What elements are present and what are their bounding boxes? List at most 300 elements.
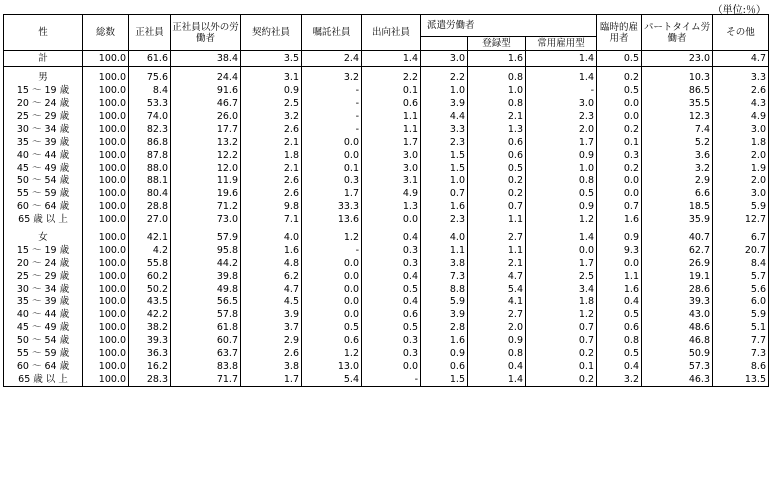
cell-haken: 1.0 [421, 85, 468, 98]
cell-joyo: 0.9 [526, 149, 597, 162]
cell-shukko: 0.3 [362, 348, 421, 361]
cell-rinji: 0.8 [597, 335, 642, 348]
table-row [4, 257, 769, 270]
cell-contract: 3.5 [241, 51, 302, 67]
cell-part: 43.0 [642, 309, 713, 322]
table-row [4, 348, 769, 361]
cell-rinji: 1.6 [597, 214, 642, 227]
cell-other: 1.9 [713, 162, 769, 175]
cell-part: 46.8 [642, 335, 713, 348]
cell-contract: 3.1 [241, 66, 302, 84]
cell-other: 8.6 [713, 360, 769, 373]
cell-contract: 0.9 [241, 85, 302, 98]
cell-shokutaku: - [302, 123, 362, 136]
cell-shukko: 0.5 [362, 283, 421, 296]
cell-shokutaku: 33.3 [302, 201, 362, 214]
table-row [4, 162, 769, 175]
cell-joyo: 1.4 [526, 66, 597, 84]
cell-toroku: 1.3 [468, 123, 526, 136]
cell-joyo: 0.5 [526, 188, 597, 201]
table-row [4, 227, 769, 245]
cell-regular: 42.1 [129, 227, 171, 245]
cell-shukko: 3.0 [362, 162, 421, 175]
cell-toroku: 0.5 [468, 162, 526, 175]
cell-shukko: 0.1 [362, 85, 421, 98]
cell-other: 20.7 [713, 244, 769, 257]
row-label: 20 ～ 24 歳 [4, 257, 83, 270]
cell-rinji: 0.0 [597, 111, 642, 124]
cell-part: 62.7 [642, 244, 713, 257]
cell-haken: 1.6 [421, 201, 468, 214]
cell-joyo: 3.4 [526, 283, 597, 296]
cell-shokutaku: 5.4 [302, 373, 362, 386]
cell-toroku: 0.4 [468, 360, 526, 373]
cell-joyo: 3.0 [526, 98, 597, 111]
cell-toroku: 2.1 [468, 257, 526, 270]
cell-total: 100.0 [83, 66, 129, 84]
row-label: 30 ～ 34 歳 [4, 283, 83, 296]
table-row [4, 85, 769, 98]
cell-shokutaku: 0.0 [302, 270, 362, 283]
cell-shukko: 2.2 [362, 66, 421, 84]
cell-regular: 36.3 [129, 348, 171, 361]
table-row [4, 149, 769, 162]
cell-shukko: 1.3 [362, 201, 421, 214]
cell-shukko: 1.1 [362, 123, 421, 136]
cell-part: 40.7 [642, 227, 713, 245]
row-label: 女 [4, 227, 83, 245]
row-label: 30 ～ 34 歳 [4, 123, 83, 136]
cell-regular: 50.2 [129, 283, 171, 296]
cell-rinji: 0.6 [597, 322, 642, 335]
cell-rinji: 1.6 [597, 283, 642, 296]
cell-regular: 74.0 [129, 111, 171, 124]
cell-joyo: 0.0 [526, 244, 597, 257]
cell-haken: 1.5 [421, 162, 468, 175]
cell-other: 6.0 [713, 296, 769, 309]
cell-shukko: 0.3 [362, 257, 421, 270]
table-row [4, 214, 769, 227]
table-row [4, 360, 769, 373]
cell-other: 3.0 [713, 188, 769, 201]
cell-other: 7.3 [713, 348, 769, 361]
header-haken-blank [421, 37, 468, 51]
cell-contract: 4.5 [241, 296, 302, 309]
cell-total: 100.0 [83, 111, 129, 124]
cell-part: 10.3 [642, 66, 713, 84]
row-label: 65 歳 以 上 [4, 214, 83, 227]
cell-toroku: 2.7 [468, 227, 526, 245]
cell-haken: 1.0 [421, 175, 468, 188]
cell-nonregular: 12.2 [171, 149, 241, 162]
cell-shokutaku: 3.2 [302, 66, 362, 84]
cell-total: 100.0 [83, 309, 129, 322]
table-row [4, 296, 769, 309]
cell-nonregular: 83.8 [171, 360, 241, 373]
cell-contract: 4.7 [241, 283, 302, 296]
cell-haken: 1.1 [421, 244, 468, 257]
cell-shokutaku: 0.6 [302, 335, 362, 348]
cell-toroku: 0.6 [468, 149, 526, 162]
cell-regular: 16.2 [129, 360, 171, 373]
cell-other: 3.0 [713, 123, 769, 136]
cell-toroku: 1.1 [468, 214, 526, 227]
cell-haken: 2.2 [421, 66, 468, 84]
row-label: 45 ～ 49 歳 [4, 322, 83, 335]
cell-regular: 42.2 [129, 309, 171, 322]
cell-joyo: - [526, 85, 597, 98]
cell-shokutaku: - [302, 98, 362, 111]
cell-nonregular: 46.7 [171, 98, 241, 111]
cell-joyo: 2.0 [526, 123, 597, 136]
table-row [4, 136, 769, 149]
cell-total: 100.0 [83, 270, 129, 283]
cell-regular: 86.8 [129, 136, 171, 149]
row-label: 55 ～ 59 歳 [4, 188, 83, 201]
cell-shokutaku: 0.0 [302, 296, 362, 309]
cell-nonregular: 11.9 [171, 175, 241, 188]
cell-shokutaku: 0.1 [302, 162, 362, 175]
cell-rinji: 9.3 [597, 244, 642, 257]
cell-total: 100.0 [83, 85, 129, 98]
cell-haken: 4.0 [421, 227, 468, 245]
cell-part: 86.5 [642, 85, 713, 98]
cell-total: 100.0 [83, 175, 129, 188]
cell-regular: 88.1 [129, 175, 171, 188]
cell-shukko: 0.4 [362, 296, 421, 309]
cell-joyo: 1.8 [526, 296, 597, 309]
cell-joyo: 1.0 [526, 162, 597, 175]
cell-rinji: 0.0 [597, 188, 642, 201]
cell-toroku: 0.6 [468, 136, 526, 149]
cell-rinji: 0.1 [597, 136, 642, 149]
cell-haken: 1.5 [421, 149, 468, 162]
cell-haken: 3.8 [421, 257, 468, 270]
cell-joyo: 1.2 [526, 309, 597, 322]
table-row [4, 309, 769, 322]
cell-other: 5.9 [713, 309, 769, 322]
table-row [4, 98, 769, 111]
row-label: 50 ～ 54 歳 [4, 335, 83, 348]
cell-part: 19.1 [642, 270, 713, 283]
table-row [4, 373, 769, 386]
table-row [4, 66, 769, 84]
cell-contract: 2.6 [241, 188, 302, 201]
cell-regular: 53.3 [129, 98, 171, 111]
cell-regular: 55.8 [129, 257, 171, 270]
cell-shokutaku: 0.0 [302, 309, 362, 322]
row-label: 35 ～ 39 歳 [4, 136, 83, 149]
cell-haken: 3.0 [421, 51, 468, 67]
cell-joyo: 0.9 [526, 201, 597, 214]
row-label: 35 ～ 39 歳 [4, 296, 83, 309]
cell-part: 18.5 [642, 201, 713, 214]
cell-part: 7.4 [642, 123, 713, 136]
cell-joyo: 1.2 [526, 214, 597, 227]
cell-part: 57.3 [642, 360, 713, 373]
cell-rinji: 0.2 [597, 162, 642, 175]
cell-total: 100.0 [83, 214, 129, 227]
cell-toroku: 2.1 [468, 111, 526, 124]
cell-nonregular: 13.2 [171, 136, 241, 149]
cell-rinji: 0.0 [597, 257, 642, 270]
cell-nonregular: 56.5 [171, 296, 241, 309]
cell-rinji: 0.0 [597, 98, 642, 111]
header-sex: 性 [4, 15, 83, 51]
cell-shokutaku: 13.6 [302, 214, 362, 227]
cell-regular: 4.2 [129, 244, 171, 257]
cell-shokutaku: 0.0 [302, 149, 362, 162]
cell-contract: 4.8 [241, 257, 302, 270]
cell-contract: 3.7 [241, 322, 302, 335]
cell-rinji: 0.5 [597, 51, 642, 67]
cell-total: 100.0 [83, 348, 129, 361]
cell-contract: 6.2 [241, 270, 302, 283]
cell-contract: 1.6 [241, 244, 302, 257]
cell-nonregular: 60.7 [171, 335, 241, 348]
cell-haken: 2.3 [421, 214, 468, 227]
cell-shukko: 1.4 [362, 51, 421, 67]
table-row [4, 188, 769, 201]
cell-contract: 2.1 [241, 162, 302, 175]
cell-toroku: 0.8 [468, 98, 526, 111]
cell-haken: 8.8 [421, 283, 468, 296]
cell-contract: 9.8 [241, 201, 302, 214]
cell-joyo: 1.4 [526, 227, 597, 245]
cell-toroku: 2.0 [468, 322, 526, 335]
cell-shukko: 0.0 [362, 214, 421, 227]
row-label: 45 ～ 49 歳 [4, 162, 83, 175]
cell-rinji: 0.2 [597, 123, 642, 136]
cell-contract: 2.9 [241, 335, 302, 348]
row-label: 40 ～ 44 歳 [4, 309, 83, 322]
cell-nonregular: 44.2 [171, 257, 241, 270]
cell-total: 100.0 [83, 360, 129, 373]
cell-total: 100.0 [83, 227, 129, 245]
row-label: 25 ～ 29 歳 [4, 111, 83, 124]
cell-part: 35.5 [642, 98, 713, 111]
row-label: 計 [4, 51, 83, 67]
cell-rinji: 0.5 [597, 309, 642, 322]
cell-part: 3.6 [642, 149, 713, 162]
cell-contract: 3.8 [241, 360, 302, 373]
cell-total: 100.0 [83, 257, 129, 270]
cell-shukko: 0.6 [362, 98, 421, 111]
cell-shokutaku: 0.3 [302, 175, 362, 188]
cell-joyo: 1.7 [526, 136, 597, 149]
cell-shokutaku: 1.7 [302, 188, 362, 201]
cell-toroku: 1.6 [468, 51, 526, 67]
cell-haken: 0.6 [421, 360, 468, 373]
cell-total: 100.0 [83, 98, 129, 111]
row-label: 15 ～ 19 歳 [4, 244, 83, 257]
cell-toroku: 1.0 [468, 85, 526, 98]
cell-toroku: 0.8 [468, 348, 526, 361]
cell-regular: 88.0 [129, 162, 171, 175]
cell-rinji: 0.3 [597, 149, 642, 162]
cell-haken: 2.3 [421, 136, 468, 149]
cell-contract: 2.1 [241, 136, 302, 149]
cell-regular: 61.6 [129, 51, 171, 67]
cell-shukko: 0.3 [362, 244, 421, 257]
cell-rinji: 1.1 [597, 270, 642, 283]
cell-haken: 3.9 [421, 309, 468, 322]
cell-other: 1.8 [713, 136, 769, 149]
cell-nonregular: 24.4 [171, 66, 241, 84]
cell-contract: 2.6 [241, 348, 302, 361]
cell-regular: 27.0 [129, 214, 171, 227]
cell-haken: 0.9 [421, 348, 468, 361]
table-row [4, 175, 769, 188]
cell-joyo: 0.7 [526, 322, 597, 335]
cell-other: 2.0 [713, 175, 769, 188]
row-label: 40 ～ 44 歳 [4, 149, 83, 162]
cell-toroku: 0.8 [468, 66, 526, 84]
cell-joyo: 0.7 [526, 335, 597, 348]
cell-regular: 8.4 [129, 85, 171, 98]
cell-nonregular: 57.8 [171, 309, 241, 322]
cell-shukko: 1.1 [362, 111, 421, 124]
cell-regular: 43.5 [129, 296, 171, 309]
cell-part: 39.3 [642, 296, 713, 309]
row-label: 男 [4, 66, 83, 84]
cell-shokutaku: 2.4 [302, 51, 362, 67]
table-row [4, 244, 769, 257]
cell-toroku: 4.7 [468, 270, 526, 283]
cell-haken: 7.3 [421, 270, 468, 283]
cell-shokutaku: 1.2 [302, 227, 362, 245]
cell-other: 4.9 [713, 111, 769, 124]
cell-regular: 28.3 [129, 373, 171, 386]
table-row [4, 283, 769, 296]
cell-shukko: 0.0 [362, 360, 421, 373]
cell-rinji: 0.5 [597, 348, 642, 361]
cell-part: 50.9 [642, 348, 713, 361]
cell-haken: 1.5 [421, 373, 468, 386]
cell-haken: 0.7 [421, 188, 468, 201]
cell-nonregular: 12.0 [171, 162, 241, 175]
cell-shukko: 0.4 [362, 227, 421, 245]
cell-haken: 1.6 [421, 335, 468, 348]
cell-joyo: 1.4 [526, 51, 597, 67]
cell-contract: 2.6 [241, 175, 302, 188]
cell-nonregular: 49.8 [171, 283, 241, 296]
row-label: 55 ～ 59 歳 [4, 348, 83, 361]
cell-total: 100.0 [83, 296, 129, 309]
cell-regular: 80.4 [129, 188, 171, 201]
cell-part: 6.6 [642, 188, 713, 201]
cell-nonregular: 26.0 [171, 111, 241, 124]
row-label: 20 ～ 24 歳 [4, 98, 83, 111]
cell-part: 26.9 [642, 257, 713, 270]
table-row [4, 270, 769, 283]
cell-shokutaku: 0.5 [302, 322, 362, 335]
cell-shukko: 0.3 [362, 335, 421, 348]
row-label: 15 ～ 19 歳 [4, 85, 83, 98]
cell-part: 5.2 [642, 136, 713, 149]
table-row [4, 111, 769, 124]
cell-other: 4.7 [713, 51, 769, 67]
cell-total: 100.0 [83, 51, 129, 67]
cell-shokutaku: 13.0 [302, 360, 362, 373]
cell-nonregular: 17.7 [171, 123, 241, 136]
cell-regular: 82.3 [129, 123, 171, 136]
cell-shokutaku: - [302, 85, 362, 98]
cell-other: 5.1 [713, 322, 769, 335]
cell-rinji: 0.7 [597, 201, 642, 214]
header-other: その他 [713, 15, 769, 51]
table-row [4, 201, 769, 214]
cell-other: 5.6 [713, 283, 769, 296]
header-joyo: 常用雇用型 [526, 37, 597, 51]
cell-nonregular: 91.6 [171, 85, 241, 98]
row-label: 65 歳 以 上 [4, 373, 83, 386]
cell-total: 100.0 [83, 162, 129, 175]
cell-shukko: 0.4 [362, 270, 421, 283]
employment-table [3, 14, 769, 387]
cell-part: 28.6 [642, 283, 713, 296]
header-part: パートタイム労働者 [642, 15, 713, 51]
cell-part: 23.0 [642, 51, 713, 67]
cell-nonregular: 19.6 [171, 188, 241, 201]
cell-joyo: 0.2 [526, 373, 597, 386]
cell-shokutaku: - [302, 244, 362, 257]
cell-part: 35.9 [642, 214, 713, 227]
cell-total: 100.0 [83, 244, 129, 257]
cell-rinji: 0.5 [597, 85, 642, 98]
cell-contract: 1.7 [241, 373, 302, 386]
cell-haken: 3.3 [421, 123, 468, 136]
cell-nonregular: 39.8 [171, 270, 241, 283]
cell-toroku: 2.7 [468, 309, 526, 322]
cell-shukko: 0.5 [362, 322, 421, 335]
cell-shukko: - [362, 373, 421, 386]
cell-other: 13.5 [713, 373, 769, 386]
cell-toroku: 1.4 [468, 373, 526, 386]
cell-toroku: 0.2 [468, 175, 526, 188]
header-toroku: 登録型 [468, 37, 526, 51]
cell-regular: 60.2 [129, 270, 171, 283]
cell-toroku: 0.2 [468, 188, 526, 201]
cell-nonregular: 73.0 [171, 214, 241, 227]
cell-joyo: 0.1 [526, 360, 597, 373]
cell-regular: 38.2 [129, 322, 171, 335]
table-row [4, 322, 769, 335]
cell-rinji: 0.2 [597, 66, 642, 84]
cell-other: 6.7 [713, 227, 769, 245]
cell-part: 12.3 [642, 111, 713, 124]
table-row [4, 123, 769, 136]
cell-total: 100.0 [83, 136, 129, 149]
cell-part: 3.2 [642, 162, 713, 175]
row-label: 60 ～ 64 歳 [4, 201, 83, 214]
row-label: 60 ～ 64 歳 [4, 360, 83, 373]
cell-shukko: 4.9 [362, 188, 421, 201]
cell-joyo: 2.5 [526, 270, 597, 283]
cell-toroku: 5.4 [468, 283, 526, 296]
header-shukko: 出向社員 [362, 15, 421, 51]
cell-contract: 3.9 [241, 309, 302, 322]
cell-other: 5.7 [713, 270, 769, 283]
cell-contract: 3.2 [241, 111, 302, 124]
cell-nonregular: 61.8 [171, 322, 241, 335]
header-total: 総数 [83, 15, 129, 51]
unit-label: （単位:％） [712, 5, 766, 16]
cell-part: 46.3 [642, 373, 713, 386]
cell-regular: 75.6 [129, 66, 171, 84]
cell-toroku: 0.9 [468, 335, 526, 348]
cell-total: 100.0 [83, 322, 129, 335]
